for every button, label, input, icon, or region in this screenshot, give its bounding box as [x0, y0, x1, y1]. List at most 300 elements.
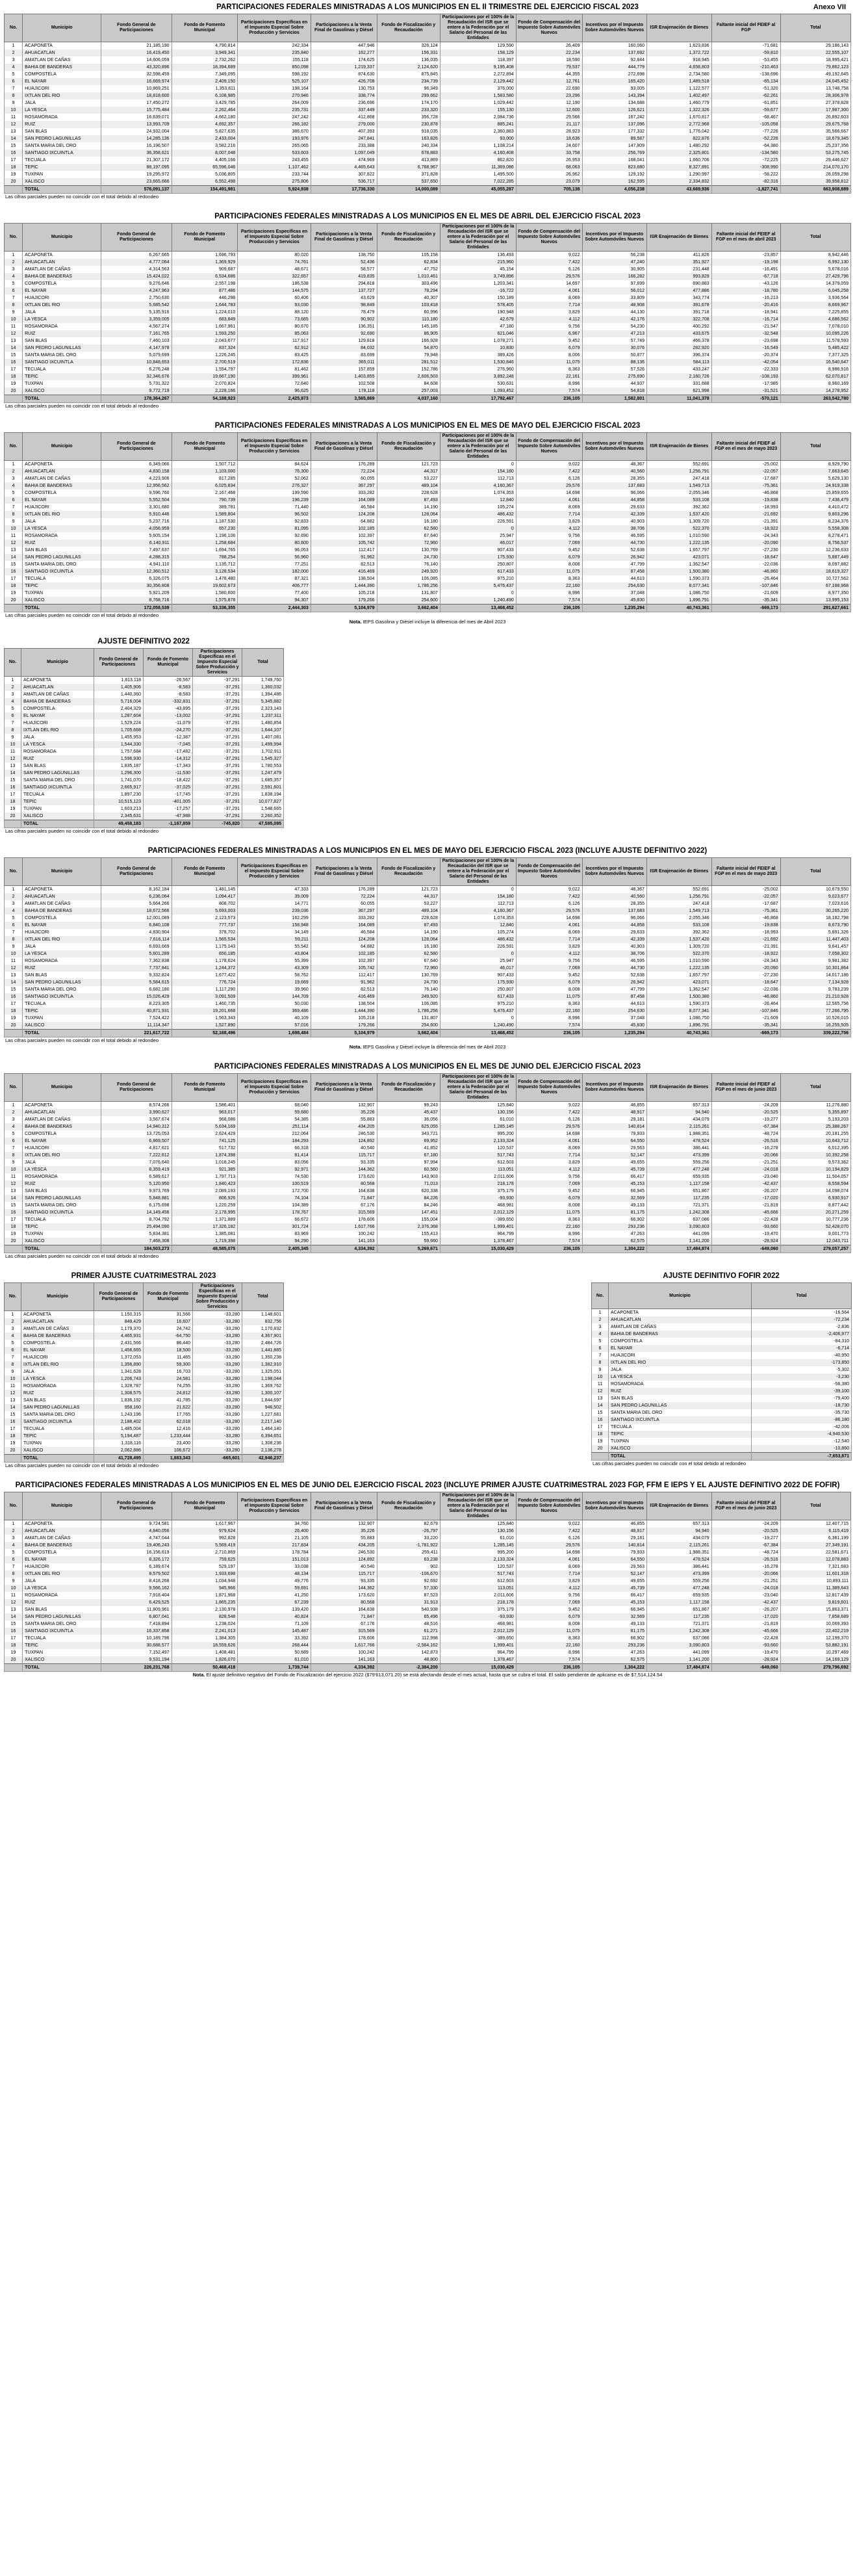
cell-value: 1,871,968: [172, 1592, 238, 1599]
row-number: 5: [5, 1340, 21, 1347]
cell-value: 8,363: [516, 1635, 582, 1642]
cell-value: -18,993: [711, 929, 780, 936]
cell-value: -33,280: [193, 1318, 242, 1325]
cell-value: -33,280: [193, 1354, 242, 1361]
table-row: [5, 309, 851, 316]
cell-value: 5,834,381: [101, 1230, 172, 1238]
cell-value: 3,829: [516, 518, 582, 525]
table-row: [592, 1366, 852, 1373]
cell-value: -4,940,530: [752, 1431, 852, 1438]
row-number: 13: [5, 337, 23, 345]
cell-value: 17,450,272: [101, 99, 172, 107]
cell-value: 473,399: [647, 1152, 712, 1159]
cell-value: 10,643,712: [780, 1138, 850, 1145]
table-row: [5, 1656, 851, 1664]
total-value: 236,105: [516, 395, 582, 403]
table-row: [5, 741, 284, 748]
cell-value: 8,223,305: [101, 1000, 172, 1008]
cell-value: 477,248: [647, 1166, 712, 1173]
cell-value: 8,977,350: [780, 590, 850, 597]
cell-value: 19,669: [238, 979, 311, 986]
cell-value: -17,687: [711, 900, 780, 907]
cell-value: -33,280: [193, 1433, 242, 1440]
cell-value: 7,076,640: [101, 1159, 172, 1166]
municipio-name: XALISCO: [609, 1445, 752, 1453]
cell-value: 1,178,624: [172, 957, 238, 965]
cell-value: 333,282: [311, 489, 377, 497]
municipio-name: AHUACATLAN: [23, 1109, 101, 1116]
cell-value: 2,360,883: [440, 128, 516, 135]
row-number: 1: [5, 886, 23, 894]
column-header: Fondo de Compensación del Impuesto Sobre Automóviles Nuevos: [516, 224, 582, 252]
cell-value: 52,436: [311, 259, 377, 266]
table-row: [5, 337, 851, 345]
cell-value: 59,300: [144, 1361, 193, 1368]
cell-value: 625,055: [377, 1123, 440, 1130]
cell-value: 537,650: [377, 178, 440, 186]
cell-value: 1,813,118: [94, 677, 144, 684]
cell-value: 8,234,376: [780, 518, 850, 525]
municipio-name: TECUALA: [23, 1000, 101, 1008]
cell-value: 66,417: [582, 1173, 647, 1180]
column-header: Participaciones a la Venta Final de Gasolinas y Diésel: [311, 1074, 377, 1102]
cell-value: 47,240: [582, 259, 647, 266]
cell-value: 5,476,437: [440, 582, 516, 590]
cell-value: 254,630: [582, 1008, 647, 1015]
cell-value: 28,355: [582, 475, 647, 482]
table-row: [5, 280, 851, 287]
cell-value: 1,657,797: [647, 547, 712, 554]
cell-value: 25,494,090: [101, 1223, 172, 1230]
cell-value: 2,115,261: [647, 1542, 712, 1549]
cell-value: 45,830: [582, 1022, 647, 1030]
cell-value: 18,394,689: [172, 64, 238, 71]
cell-value: 52,638: [582, 547, 647, 554]
table-row: [5, 1592, 851, 1599]
cell-value: 23,665,666: [101, 178, 172, 186]
cell-value: 43,320,896: [101, 64, 172, 71]
cell-value: 1,141,200: [647, 1656, 712, 1664]
cell-value: 6,025,834: [172, 482, 238, 489]
cell-value: 11,578,593: [780, 337, 850, 345]
total-value: 1,304,222: [582, 1245, 647, 1253]
cell-value: 79,862,123: [780, 64, 850, 71]
cell-value: -21,391: [711, 943, 780, 950]
cell-value: -37,291: [193, 798, 242, 805]
cell-value: 419,835: [311, 273, 377, 280]
table-row: [5, 461, 851, 469]
cell-value: 13,993,709: [101, 121, 172, 128]
cell-value: 62,070,817: [780, 373, 850, 380]
cell-value: 8,008: [516, 986, 582, 993]
column-header: ISR Enajenación de Bienes: [647, 858, 712, 886]
cell-value: 1,575,878: [172, 597, 238, 605]
cell-value: 27,378,828: [780, 99, 850, 107]
cell-value: 12,199,370: [780, 1635, 850, 1642]
cell-value: 36,056: [377, 1116, 440, 1123]
municipio-name: TUXPAN: [23, 380, 101, 387]
cell-value: 1,507,712: [172, 461, 238, 469]
table-row: [5, 777, 284, 784]
cell-value: 2,732,262: [172, 57, 238, 64]
cell-value: 9,332,824: [101, 972, 172, 979]
cell-value: 1,563,343: [172, 1015, 238, 1022]
cell-value: 5,827,635: [172, 128, 238, 135]
cell-value: 367,297: [311, 482, 377, 489]
table-row: [5, 929, 851, 936]
cell-value: 247,418: [647, 900, 712, 907]
table-row: [5, 762, 284, 770]
total-value: 5,269,671: [377, 1245, 440, 1253]
cell-value: 1,874,398: [172, 1152, 238, 1159]
cell-value: 9,819,601: [780, 1599, 850, 1606]
municipio-name: EL NAYAR: [21, 1347, 94, 1354]
cell-value: 92,844: [582, 57, 647, 64]
cell-value: -33,280: [193, 1411, 242, 1418]
cell-value: -17,020: [711, 1195, 780, 1202]
cell-value: 174,170: [377, 99, 440, 107]
row-number: 2: [5, 1318, 21, 1325]
cell-value: 1,103,000: [172, 468, 238, 475]
cell-value: 407,393: [311, 128, 377, 135]
table-row: [5, 1635, 851, 1642]
cell-value: 93,030: [238, 302, 311, 309]
cell-value: -42,054: [711, 359, 780, 366]
cell-value: 3,892,248: [440, 373, 516, 380]
cell-value: 477,886: [647, 287, 712, 294]
municipio-name: AMATLAN DE CAÑAS: [23, 266, 101, 273]
row-number: 7: [5, 720, 21, 727]
municipio-name: SAN BLAS: [23, 972, 101, 979]
cell-value: -21,251: [711, 1159, 780, 1166]
cell-value: 250,807: [440, 986, 516, 993]
total-value: 184,503,273: [101, 1245, 172, 1253]
nota-label: Nota.: [192, 1672, 207, 1678]
cell-value: 365,011: [311, 359, 377, 366]
section-title: PARTICIPACIONES FEDERALES MINISTRADAS A LOS MUNICIPIOS EN EL II TRIMESTRE DEL EJERCICIO FISCAL 2023 Anexo VII: [216, 3, 846, 11]
cell-value: 155,413: [377, 1230, 440, 1238]
cell-value: -86,180: [752, 1416, 852, 1424]
cell-value: 230,878: [377, 121, 440, 128]
cell-value: 1,238,024: [172, 1620, 238, 1628]
municipio-name: TEPIC: [23, 164, 101, 171]
table-row: [5, 993, 851, 1000]
cell-value: 2,700,519: [172, 359, 238, 366]
cell-value: 12,600: [516, 107, 582, 114]
cell-value: 1,322,326: [647, 107, 712, 114]
row-number: 13: [5, 1606, 23, 1613]
row-number: 7: [5, 1563, 23, 1570]
cell-value: -22,036: [711, 986, 780, 993]
footnote: Las cifras parciales pueden no coincidir con el total debido al redondeo: [5, 194, 159, 200]
cell-value: 326,124: [377, 42, 440, 50]
cell-value: 17,765: [144, 1411, 193, 1418]
cell-value: 79,537: [516, 64, 582, 71]
row-number: 2: [592, 1316, 609, 1323]
cell-value: 35,226: [311, 1528, 377, 1535]
cell-value: 806,926: [172, 1195, 238, 1202]
cell-value: 849,429: [94, 1318, 144, 1325]
column-header: No.: [5, 858, 23, 886]
cell-value: 9,023,677: [780, 893, 850, 900]
cell-value: 66,945: [582, 1188, 647, 1195]
table-row: [5, 1138, 851, 1145]
cell-value: 22,160: [516, 582, 582, 590]
cell-value: 0: [440, 525, 516, 532]
total-label: TOTAL: [23, 1245, 101, 1253]
cell-value: 468,981: [440, 1202, 516, 1209]
cell-value: 7,714: [516, 302, 582, 309]
cell-value: 621,046: [440, 330, 516, 337]
cell-value: 136,035: [377, 57, 440, 64]
cell-value: 1,988,351: [647, 1549, 712, 1556]
municipio-name: RUIZ: [23, 540, 101, 547]
cell-value: 64,882: [311, 518, 377, 525]
cell-value: 1,394,486: [242, 691, 284, 698]
row-number: 12: [5, 540, 23, 547]
cell-value: 5,664,266: [101, 900, 172, 907]
cell-value: 58,577: [311, 266, 377, 273]
municipio-name: SANTA MARIA DEL ORO: [23, 352, 101, 359]
cell-value: 7,616,114: [101, 936, 172, 943]
cell-value: 10,869,251: [101, 85, 172, 92]
cell-value: 1,242,308: [647, 1209, 712, 1216]
row-number: 2: [5, 1109, 23, 1116]
cell-value: 11,601,318: [780, 1570, 850, 1578]
cell-value: 406,777: [238, 582, 311, 590]
cell-value: 102,397: [311, 957, 377, 965]
cell-value: 741,125: [172, 1138, 238, 1145]
column-header: Fondo de Fomento Municipal: [144, 1283, 193, 1311]
municipio-name: ROSAMORADA: [21, 1383, 94, 1390]
cell-value: 71,847: [311, 1195, 377, 1202]
cell-value: 12,761: [516, 78, 582, 85]
cell-value: 276,327: [238, 482, 311, 489]
cell-value: 1,545,327: [242, 755, 284, 762]
cell-value: 62,018: [144, 1418, 193, 1425]
cell-value: -18,422: [144, 777, 193, 784]
cell-value: 128,064: [377, 936, 440, 943]
cell-value: 61,271: [377, 1628, 440, 1635]
row-number: 20: [5, 1656, 23, 1664]
section: [4, 637, 851, 835]
cell-value: 66,672: [238, 1216, 311, 1223]
total-value: 236,105: [516, 1030, 582, 1037]
cell-value: 1,240,490: [440, 597, 516, 605]
column-header: Fondo de Fiscalización y Recaudación: [377, 1492, 440, 1520]
row-number: 13: [5, 972, 23, 979]
cell-value: 112,713: [440, 900, 516, 907]
cell-value: 776,724: [172, 979, 238, 986]
municipio-name: SAN BLAS: [21, 762, 94, 770]
column-header: Municipio: [23, 433, 101, 461]
cell-value: 1,896,791: [647, 597, 712, 605]
municipio-name: AHUACATLAN: [21, 684, 94, 691]
cell-value: 1,135,712: [172, 561, 238, 568]
cell-value: 29,563: [582, 1563, 647, 1570]
cell-value: 7,714: [516, 511, 582, 518]
cell-value: 333,282: [311, 915, 377, 922]
cell-value: 71,847: [311, 1613, 377, 1620]
cell-value: 21,622: [144, 1404, 193, 1411]
cell-value: 20,271,259: [780, 1209, 850, 1216]
cell-value: -24,209: [711, 1520, 780, 1528]
row-number: 10: [5, 741, 21, 748]
table-row: [592, 1416, 852, 1424]
municipio-name: BAHIA DE BANDERAS: [23, 1123, 101, 1130]
cell-value: 147,451: [377, 1209, 440, 1216]
cell-value: 87,523: [377, 1592, 440, 1599]
cell-value: 533,108: [647, 497, 712, 504]
row-number: 8: [5, 936, 23, 943]
cell-value: 6,115,419: [780, 1528, 850, 1535]
column-header: Fondo de Fomento Municipal: [172, 858, 238, 886]
cell-value: 56,960: [238, 554, 311, 561]
municipio-name: ROSAMORADA: [21, 748, 94, 755]
nota: [4, 1044, 851, 1050]
row-number: 18: [5, 164, 23, 171]
municipio-name: HUAJICORI: [23, 1563, 101, 1570]
cell-value: 4,314,563: [101, 266, 172, 273]
table-row: [592, 1381, 852, 1388]
municipio-name: LA YESCA: [23, 316, 101, 323]
table-row: [5, 748, 284, 755]
table-row: [5, 532, 851, 540]
section-title: PARTICIPACIONES FEDERALES MINISTRADAS A LOS MUNICIPIOS EN EL MES DE ABRIL DEL EJERCICIO FISCAL 2023: [214, 213, 641, 220]
cell-value: 1,108,214: [440, 142, 516, 150]
cell-value: 7,069: [516, 540, 582, 547]
row-number: 11: [5, 1173, 23, 1180]
table-row: [5, 128, 851, 135]
cell-value: 7,714: [516, 936, 582, 943]
row-number: 10: [5, 1166, 23, 1173]
cell-value: -16,549: [711, 345, 780, 352]
cell-value: -37,291: [193, 748, 242, 755]
cell-value: 4,056,959: [101, 525, 172, 532]
table-row: [5, 1015, 851, 1022]
municipio-name: EL NAYAR: [23, 922, 101, 929]
cell-value: 52,638: [582, 972, 647, 979]
municipio-name: TUXPAN: [609, 1438, 752, 1445]
cell-value: 6,992,130: [780, 259, 850, 266]
cell-value: 16,196,507: [101, 142, 172, 150]
row-number: 11: [5, 957, 23, 965]
cell-value: 4,405,166: [172, 157, 238, 164]
row-number: 8: [5, 1570, 23, 1578]
cell-value: 18,619,327: [780, 568, 850, 575]
row-number: 16: [5, 784, 21, 791]
cell-value: 1,222,135: [647, 540, 712, 547]
cell-value: 49,133: [582, 1202, 647, 1209]
row-number: 14: [5, 345, 23, 352]
cell-value: 47,263: [582, 1230, 647, 1238]
cell-value: 78,479: [311, 309, 377, 316]
cell-value: 536,717: [311, 178, 377, 186]
column-header: Fondo de Compensación del Impuesto Sobre Automóviles Nuevos: [516, 433, 582, 461]
total-label: [5, 1455, 21, 1463]
cell-value: 233,744: [238, 171, 311, 178]
cell-value: 96,066: [582, 489, 647, 497]
cell-value: 145,487: [238, 1628, 311, 1635]
cell-value: 121,723: [377, 461, 440, 469]
cell-value: 83,699: [311, 352, 377, 359]
cell-value: 12,817,439: [780, 1592, 850, 1599]
table-row: [5, 1000, 851, 1008]
cell-value: -93,660: [711, 1642, 780, 1649]
cell-value: 7,422: [516, 893, 582, 900]
table-row: [5, 1535, 851, 1542]
cell-value: -58,222: [711, 171, 780, 178]
cell-value: 16,180: [377, 518, 440, 525]
cell-value: 29,446,627: [780, 157, 850, 164]
cell-value: 17,987,300: [780, 107, 850, 114]
municipio-name: SANTIAGO IXCUINTLA: [21, 1418, 94, 1425]
cell-value: 72,224: [311, 468, 377, 475]
municipio-name: SAN BLAS: [23, 1606, 101, 1613]
row-number: 10: [5, 107, 23, 114]
row-number: 9: [592, 1366, 609, 1373]
cell-value: -43,126: [711, 280, 780, 287]
cell-value: 129,818: [311, 337, 377, 345]
cell-value: 168,041: [582, 157, 647, 164]
cell-value: 67,239: [238, 1599, 311, 1606]
table-row: [5, 540, 851, 547]
table-row: [5, 489, 851, 497]
cell-value: 2,012,129: [440, 1628, 516, 1635]
total-value: 50,468,418: [172, 1664, 238, 1672]
cell-value: 130,769: [377, 972, 440, 979]
cell-value: -19,470: [711, 1230, 780, 1238]
cell-value: -25,002: [711, 886, 780, 894]
cell-value: 246,530: [311, 1130, 377, 1138]
row-number: 12: [5, 330, 23, 337]
cell-value: 96,066: [582, 915, 647, 922]
cell-value: -33,280: [193, 1325, 242, 1333]
cell-value: 2,606,503: [377, 373, 440, 380]
cell-value: 48,134: [238, 1570, 311, 1578]
cell-value: 137,683: [582, 482, 647, 489]
cell-value: 113,051: [440, 1166, 516, 1173]
cell-value: 25,947: [440, 957, 516, 965]
cell-value: 10,077,827: [242, 798, 284, 805]
cell-value: -19,838: [711, 497, 780, 504]
cell-value: 517,743: [440, 1570, 516, 1578]
cell-value: 5,079,699: [101, 352, 172, 359]
municipio-name: TEPIC: [23, 1008, 101, 1015]
row-number: 14: [5, 135, 23, 142]
cell-value: 45,437: [377, 1109, 440, 1116]
cell-value: 136,351: [311, 323, 377, 330]
total-value: 236,105: [516, 605, 582, 612]
row-number: 6: [5, 497, 23, 504]
cell-value: 239,036: [238, 907, 311, 915]
cell-value: 4,061: [516, 922, 582, 929]
total-value: 291,627,661: [780, 605, 850, 612]
cell-value: 1,403,855: [311, 373, 377, 380]
cell-value: 140,814: [582, 1123, 647, 1130]
cell-value: 29,576: [516, 1123, 582, 1130]
cell-value: 24,730: [377, 554, 440, 561]
cell-value: 1,203,341: [440, 280, 516, 287]
cell-value: 817,285: [172, 475, 238, 482]
cell-value: 32,346,676: [101, 373, 172, 380]
cell-value: -22,428: [711, 1635, 780, 1642]
cell-value: -37,291: [193, 805, 242, 813]
cell-value: 165,420: [582, 78, 647, 85]
cell-value: 993,829: [647, 273, 712, 280]
column-header: Municipio: [23, 224, 101, 252]
cell-value: 1,325,051: [242, 1368, 284, 1375]
